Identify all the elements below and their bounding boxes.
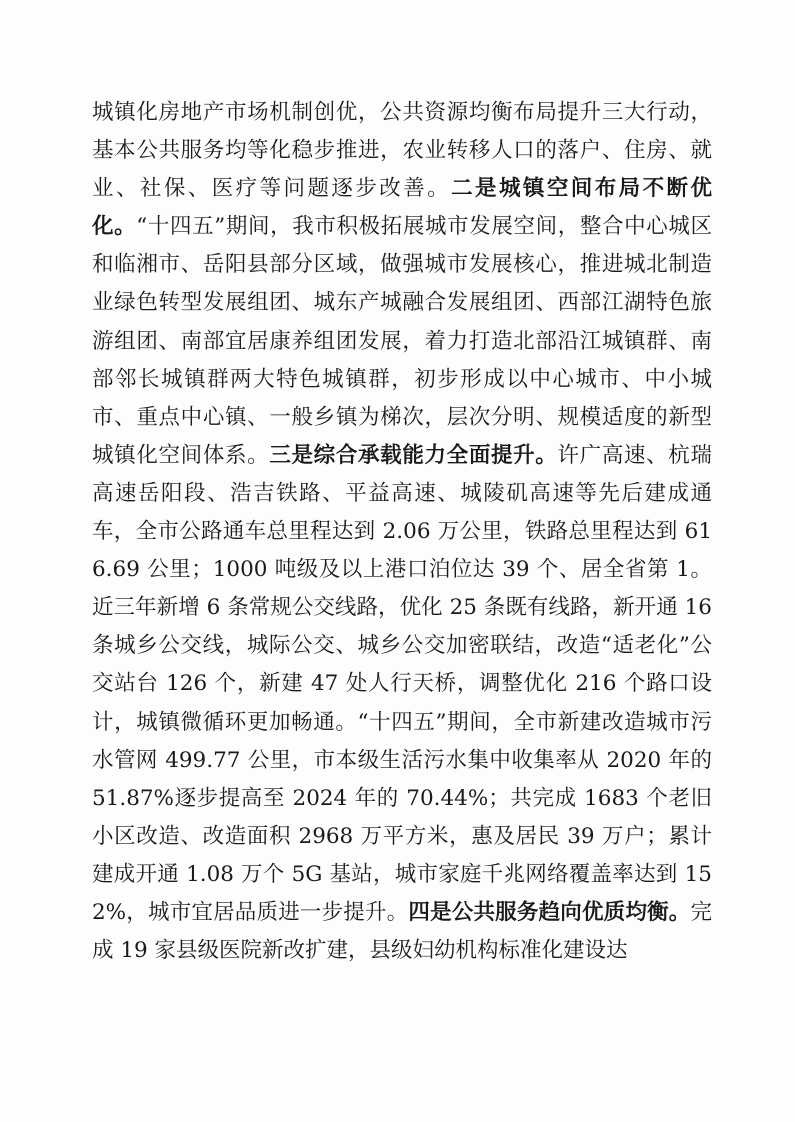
text-segment: 许广高速、杭瑞高速岳阳段、浩吉铁路、平益高速、城陵矶高速等先后建成通车，全市公路通车总里程达到 2.06 万公里，铁路总里程达到 616.69 公里；1000 吨级及以上港口泊位达 39 个、居全省第 1。近三年新增 6 条常规公交线路，优化 25 条既有线路，新开通 16 条城乡公交线，城际公交、城乡公交加密联结，改造“适老化”公交站台 126 个，新建 47 处人行天桥，调整优化 216 个路口设计，城镇微循环更加畅通。“十四五”期间，全市新建改造城市污水管网 499.77 公里，市本级生活污水集中收集率从 2020 年的 51.87%逐步提高至 2024 年的 70.44%；共完成 1683 个老旧小区改造、改造面积 2968 万平方米，惠及居民 39 万户；累计建成开通 1.08 万个 5G 基站，城市家庭千兆网络覆盖率达到 152%，城市宜居品质进一步提升。 xyxy=(92,442,712,925)
text-segment: “十四五”期间，我市积极拓展城市发展空间，整合中心城区和临湘市、岳阳县部分区域，做强城市发展核心，推进城北制造业绿色转型发展组团、城东产城融合发展组团、西部江湖特色旅游组团、南部宜居康养组团发展，着力打造北部沿江城镇群、南部邻长城镇群两大特色城镇群，初步形成以中心城市、中小城市、重点中心镇、一般乡镇为梯次，层次分明、规模适度的新型城镇化空间体系。 xyxy=(92,214,712,468)
section-heading-4: 四是公共服务趋向优质均衡。 xyxy=(408,899,691,925)
section-heading-2: 二是城镇空间布局不断优化。 xyxy=(92,176,712,240)
section-heading-3: 三是综合承载能力全面提升。 xyxy=(269,442,558,468)
body-paragraph xyxy=(92,94,712,970)
text-segment: 城镇化房地产市场机制创优，公共资源均衡布局提升三大行动，基本公共服务均等化稳步推进，农业转移人口的落户、住房、就业、社保、医疗等问题逐步改善。 xyxy=(92,100,712,202)
text-segment: 完成 19 家县级医院新改扩建，县级妇幼机构标准化建设达 xyxy=(92,899,712,964)
